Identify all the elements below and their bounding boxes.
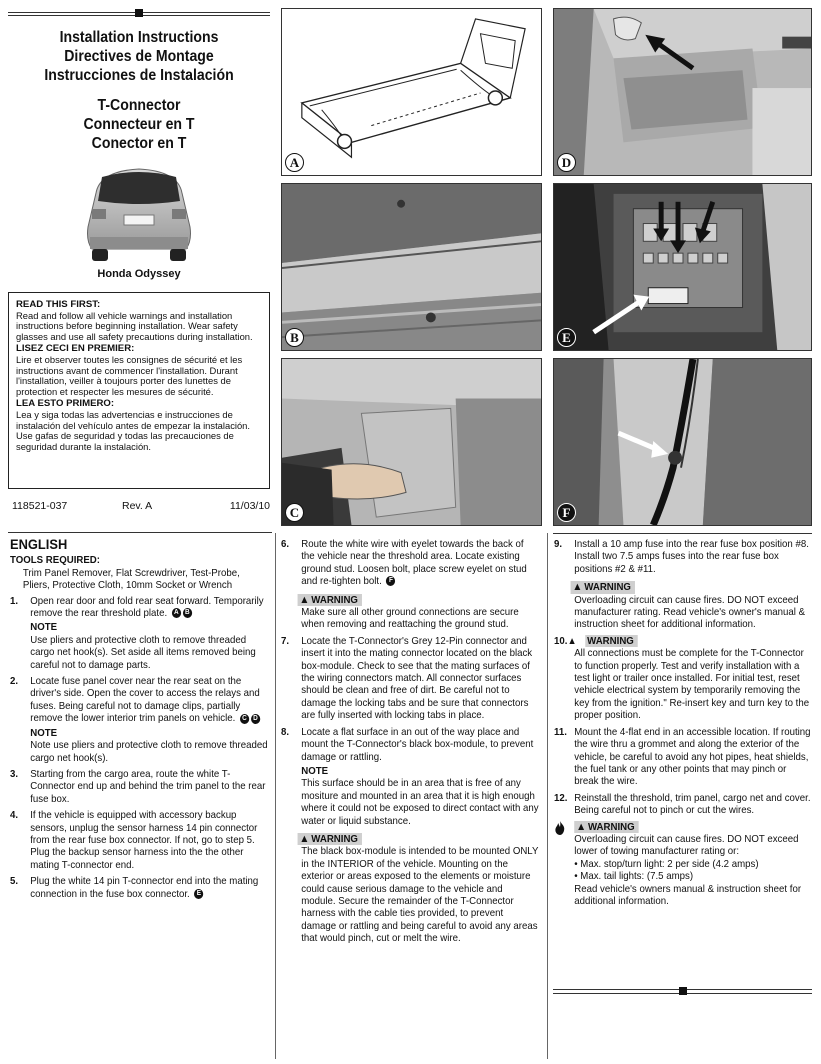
rule-left-col xyxy=(8,532,272,533)
photo-panel-f xyxy=(553,358,812,526)
ref-a-icon: A xyxy=(172,608,181,618)
step-12-warning-block xyxy=(554,821,812,908)
title-es: Instrucciones de Instalación xyxy=(44,67,234,84)
ref-f-icon: F xyxy=(386,576,395,586)
vehicle-name: Honda Odyssey xyxy=(97,268,181,280)
column-3 xyxy=(554,538,821,907)
notice-es-heading: LEA ESTO PRIMERO: xyxy=(16,398,115,410)
english-heading: ENGLISH xyxy=(10,536,68,552)
step-8-number: 8. xyxy=(281,725,290,738)
step-7-number: 7. xyxy=(281,634,290,647)
safety-notice xyxy=(8,292,270,489)
notice-fr-text: Lire et observer toutes les consignes de sécurité et les instructions avant de commencer l'installation. Durant l'installation, veiller à toujours porter des lunettes de protection et respecter les mesures de sécurité. xyxy=(16,353,243,397)
step-6-warning-label: ▲ WARNING xyxy=(298,594,362,606)
photo-panel-d xyxy=(553,8,812,176)
step-12-warning-label: ▲ WARNING xyxy=(574,821,638,833)
step-11 xyxy=(554,726,812,788)
step-11-number: 11. xyxy=(554,725,567,738)
step-2-note: Note use pliers and protective cloth to remove threaded cargo net hook(s). xyxy=(30,739,268,764)
tools-heading: TOOLS REQUIRED: xyxy=(10,554,100,567)
warning-triangle-icon: ▲ xyxy=(299,832,310,845)
column-2 xyxy=(281,538,561,945)
photo-panel-b xyxy=(281,183,542,351)
ref-d-icon: D xyxy=(251,714,260,724)
notice-en-text: Read and follow all vehicle warnings and installation instructions before beginning installation. Wear safety glasses and use all safety precautions during installation. xyxy=(16,309,253,342)
warning-triangle-icon: ▲ xyxy=(299,593,310,606)
step-3-text: Starting from the cargo area, route the white T-Connector end up and behind the trim panel to the rear fuse box. xyxy=(30,767,266,805)
warning-triangle-icon: ▲ xyxy=(576,820,587,833)
step-5-text: Plug the white 14 pin T-connector end into the mating connection in the fuse box connector. xyxy=(30,875,259,900)
warning-triangle-icon: ▲ xyxy=(567,635,577,647)
ref-e-icon: E xyxy=(194,889,203,899)
step-2 xyxy=(10,675,268,764)
step-11-text: Mount the 4-flat end in an accessible location. If routing the wire thru a grommet and along the exterior of the vehicle, be careful to avoid any hot pipes, heat shields, the fuel tank or any other points that may pinch or break the wire. xyxy=(574,725,811,788)
document-title xyxy=(8,28,270,85)
panel-label-f: F xyxy=(557,503,576,522)
photo-panel-a xyxy=(281,8,542,176)
step-12-warning: Overloading circuit can cause fires. DO NOT exceed lower of towing manufacturer rating or: xyxy=(574,832,799,858)
step-4-text: If the vehicle is equipped with accessory backup sensors, unplug the sensor harness 14 pin connector from the rear fuse box connector. If not, go to step 5. Plug the backup sensor harness into the the other mating T-connector end. xyxy=(30,809,258,871)
step-12 xyxy=(554,792,812,817)
step-4-number: 4. xyxy=(10,809,19,822)
date: 11/03/10 xyxy=(229,500,270,512)
step-7 xyxy=(281,635,539,722)
notice-en-heading: READ THIS FIRST: xyxy=(16,299,101,310)
bottom-marker xyxy=(679,987,687,995)
step-8-note-label: NOTE xyxy=(301,764,329,777)
panel-label-a: A xyxy=(285,153,304,172)
step-2-number: 2. xyxy=(10,675,19,688)
step-8-warning-block xyxy=(277,831,538,945)
step-9-warning-label: ▲ WARNING xyxy=(571,581,635,593)
product-es: Conector en T xyxy=(91,135,187,152)
step-8 xyxy=(281,726,539,827)
step-8-text: Locate a flat surface in an out of the way place and mount the T-Connector's black box-module, to prevent damage or rattling. xyxy=(301,725,534,763)
step-10-number: 10.▲ xyxy=(554,634,577,647)
step-3-number: 3. xyxy=(10,767,19,780)
step-8-warning: The black box-module is intended to be mounted ONLY in the INTERIOR of the vehicle. Mounting on the exterior or areas exposed to the elements or moisture could cause serious damage to the vehicle and module. Secure the remainder of the T-Connector harness with the cable ties provided, to prevent damage or rattling and being careful to avoid any areas that would pinch, cut or melt the wire. xyxy=(301,845,539,945)
step-12-bullet-2: • Max. tail lights: (7.5 amps) xyxy=(574,870,694,883)
step-6-text: Route the white wire with eyelet towards the back of the vehicle near the threshold area. Locate existing ground stud. Loosen bolt, place screw eyelet on stud and re-tighten bolt. xyxy=(301,538,527,588)
rule-right-col xyxy=(553,533,812,534)
ref-c-icon: C xyxy=(240,714,249,724)
step-12-text: Reinstall the threshold, trim panel, cargo net and cover. Being careful not to pinch or cut the wires. xyxy=(574,791,811,817)
notice-fr-heading: LISEZ CECI EN PREMIER: xyxy=(16,343,135,355)
part-number: 118521-037 xyxy=(12,500,68,512)
title-fr: Directives de Montage xyxy=(64,48,214,65)
step-10 xyxy=(554,635,812,722)
step-1-text: Open rear door and fold rear seat forward. Temporarily remove the rear threshold plate. xyxy=(30,594,264,620)
step-3 xyxy=(10,768,268,805)
step-1-number: 1. xyxy=(10,594,19,607)
step-6 xyxy=(281,538,539,588)
step-4 xyxy=(10,809,268,871)
step-12-footer: Read vehicle's owners manual & instruction sheet for additional information. xyxy=(574,882,802,907)
fire-icon xyxy=(554,821,566,835)
step-6-warning-block xyxy=(277,592,538,631)
ref-b-icon: B xyxy=(183,608,192,618)
panel-label-d: D xyxy=(557,153,576,172)
step-6-number: 6. xyxy=(281,538,290,550)
top-marker xyxy=(135,9,143,17)
step-10-text: All connections must be complete for the T-Connector to function properly. Test and verify installation with a test light or trailer once installed. For initial test, reset vehicle electrical system by temporarily removing the key from the ignition." Re-insert key and turn key to the proper position. xyxy=(574,647,810,722)
step-2-text: Locate fuse panel cover near the rear seat on the driver's side. Open the cover to access the relays and fuses. Being careful not to damage clips, partially remove the lower interior trim panels on vehicle. xyxy=(30,675,260,725)
step-9-number: 9. xyxy=(554,538,563,550)
step-5-number: 5. xyxy=(10,875,19,888)
vehicle-photo xyxy=(78,163,200,266)
panel-label-b: B xyxy=(285,328,304,347)
step-6-warning: Make sure all other ground connections are secure when removing and reattaching the ground stud. xyxy=(301,606,519,631)
step-10-warning-label: WARNING xyxy=(585,635,637,647)
notice-es-text: Lea y siga todas las advertencias e instrucciones de instalación del vehículo antes de empezar la instalación. Use gafas de seguridad y todas las precauciones de seguridad durante la instalación. xyxy=(16,408,250,452)
step-12-bullet-1: • Max. stop/turn light: 2 per side (4.2 amps) xyxy=(574,857,759,870)
title-en: Installation Instructions xyxy=(59,29,219,46)
panel-label-e: E xyxy=(557,328,576,347)
panel-label-c: C xyxy=(285,503,304,522)
product-title xyxy=(8,96,270,153)
step-2-note-label: NOTE xyxy=(30,726,58,739)
step-1-note-label: NOTE xyxy=(30,621,58,634)
step-1-note: Use pliers and protective cloth to remove threaded cargo net hook(s). Set aside all items removed being careful not to damage parts. xyxy=(30,633,256,671)
product-fr: Connecteur en T xyxy=(83,116,195,133)
photo-panel-e xyxy=(553,183,812,351)
product-en: T-Connector xyxy=(97,97,181,114)
revision: Rev. A xyxy=(122,500,153,512)
step-5 xyxy=(10,875,268,900)
step-9-warning: Overloading circuit can cause fires. DO NOT exceed manufacturer rating. Read vehicle's owner's manual & instruction sheet for additional information. xyxy=(574,593,806,631)
column-1 xyxy=(10,538,290,904)
step-8-warning-label: ▲ WARNING xyxy=(298,833,362,845)
step-9-text: Install a 10 amp fuse into the rear fuse box position #8. Install two 7.5 amps fuses into the rear fuse box positions #2 & #11. xyxy=(574,538,809,575)
tools-list: Trim Panel Remover, Flat Screwdriver, Test-Probe, Pliers, Protective Cloth, 10mm Socket or Wrench xyxy=(22,566,240,592)
step-7-text: Locate the T-Connector's Grey 12-Pin connector and insert it into the mating connector located on the black box-module. Check to see that the mating surfaces of the wiring connectors match. All connector surfaces should be clean and free of dirt. Be careful not to damage the locking tabs and be sure that connectors are fully inserted with locking tabs in place. xyxy=(301,634,533,722)
step-9 xyxy=(554,538,812,575)
step-1 xyxy=(10,595,268,671)
step-12-number: 12. xyxy=(554,791,568,804)
step-9-warning-block xyxy=(550,579,811,631)
photo-panel-c xyxy=(281,358,542,526)
step-8-note: This surface should be in an area that is free of any mositure and mounted in an area that it is high enough where it could not be exposed to direct contact with any water or liquid substance. xyxy=(301,777,539,827)
warning-triangle-icon: ▲ xyxy=(572,581,583,594)
